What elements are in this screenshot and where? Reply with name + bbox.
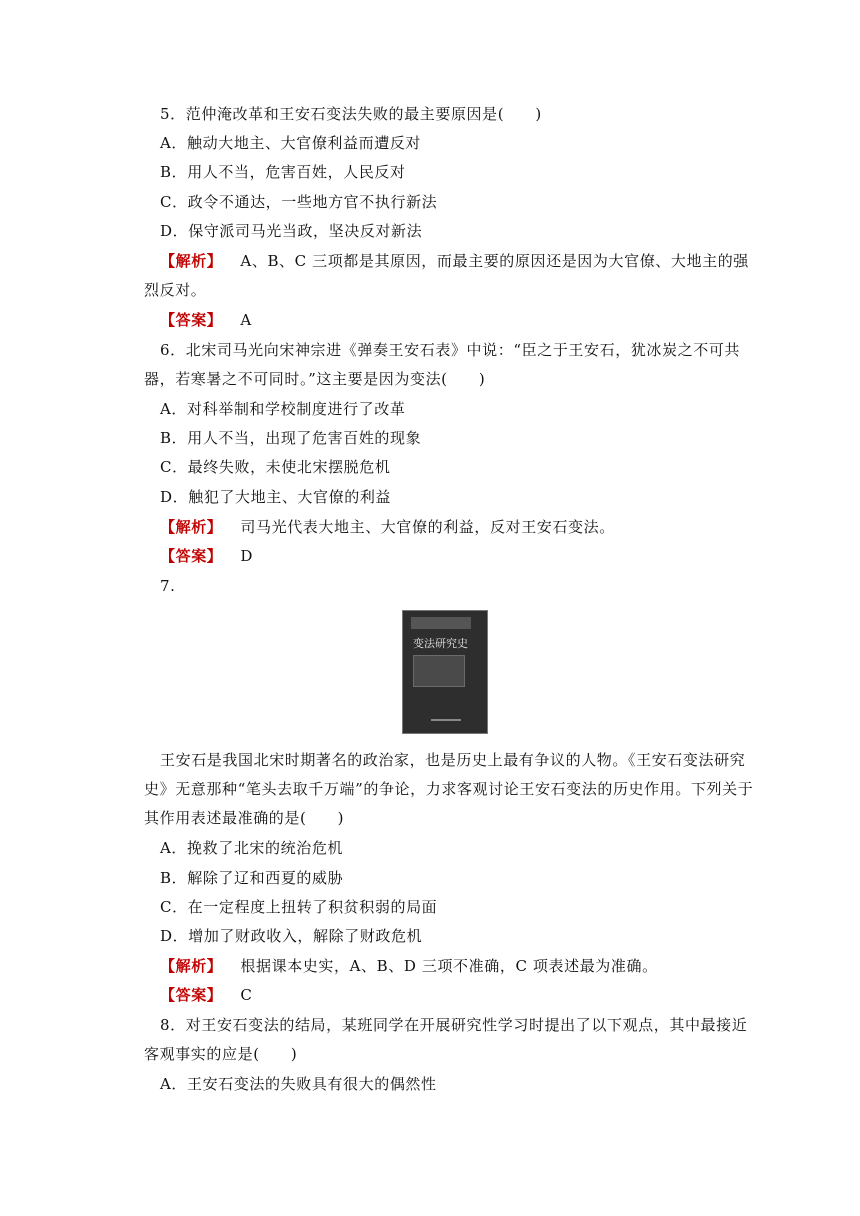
q7-stem-cont-2: 其作用表述最准确的是( ): [144, 809, 345, 827]
q5-analysis-cont: 烈反对。: [144, 281, 207, 299]
q8-stem: 8．对王安石变法的结局，某班同学在开展研究性学习时提出了以下观点，其中最接近: [160, 1016, 748, 1034]
book-title: 变法研究史: [413, 637, 468, 650]
analysis-tag: 【解析】: [160, 252, 223, 270]
q5-option-a: A．触动大地主、大官僚利益而遭反对: [160, 134, 422, 152]
book-band: [411, 617, 471, 629]
book-illustration: [413, 655, 465, 687]
q5-stem: 5．范仲淹改革和王安石变法失败的最主要原因是( ): [160, 105, 542, 123]
q7-number: 7.: [160, 577, 176, 595]
q6-answer-value: D: [240, 547, 254, 565]
q5-option-c: C．政令不通达，一些地方官不执行新法: [160, 193, 438, 211]
q5-answer: [160, 310, 252, 330]
q6-option-b: B．用人不当，出现了危害百姓的现象: [160, 429, 422, 447]
answer-tag: 【答案】: [160, 311, 223, 329]
q6-option-a: A．对科举制和学校制度进行了改革: [160, 400, 406, 418]
q5-option-b: B．用人不当，危害百姓，人民反对: [160, 163, 406, 181]
q6-analysis: [160, 517, 615, 537]
q5-option-d: D．保守派司马光当政，坚决反对新法: [160, 222, 423, 240]
book-publisher-mark: [431, 719, 461, 721]
q7-option-c: C．在一定程度上扭转了积贫积弱的局面: [160, 898, 438, 916]
q5-answer-value: A: [240, 311, 252, 329]
q5-analysis-text: A、B、C 三项都是其原因，而最主要的原因还是因为大官僚、大地主的强: [240, 252, 749, 270]
q7-stem-cont-1: 史》无意那种“笔头去取千万端”的争论，力求客观讨论王安石变法的历史作用。下列关于: [144, 780, 754, 798]
q7-option-b: B．解除了辽和西夏的威胁: [160, 869, 344, 887]
q7-analysis-text: 根据课本史实，A、B、D 三项不准确，C 项表述最为准确。: [240, 957, 658, 975]
q7-analysis: [160, 956, 658, 976]
q6-analysis-text: 司马光代表大地主、大官僚的利益，反对王安石变法。: [240, 518, 615, 536]
q8-stem-cont: 客观事实的应是( ): [144, 1045, 298, 1063]
q7-option-a: A．挽救了北宋的统治危机: [160, 839, 344, 857]
answer-tag: 【答案】: [160, 986, 223, 1004]
q7-answer: [160, 985, 252, 1005]
answer-tag: 【答案】: [160, 547, 223, 565]
q6-option-c: C．最终失败，未使北宋摆脱危机: [160, 458, 391, 476]
q7-answer-value: C: [240, 986, 253, 1004]
book-cover-image: [402, 610, 488, 734]
q8-option-a: A．王安石变法的失败具有很大的偶然性: [160, 1075, 437, 1093]
q7-stem: 王安石是我国北宋时期著名的政治家，也是历史上最有争议的人物。《王安石变法研究: [160, 751, 746, 769]
q7-option-d: D．增加了财政收入，解除了财政危机: [160, 927, 423, 945]
q6-stem-cont: 器，若寒暑之不可同时。”这主要是因为变法( ): [144, 370, 486, 388]
q6-answer: [160, 546, 253, 566]
q6-option-d: D．触犯了大地主、大官僚的利益: [160, 488, 392, 506]
analysis-tag: 【解析】: [160, 518, 223, 536]
analysis-tag: 【解析】: [160, 957, 223, 975]
q5-analysis: [160, 251, 749, 271]
q6-stem: 6．北宋司马光向宋神宗进《弹奏王安石表》中说：“臣之于王安石，犹冰炭之不可共: [160, 341, 741, 359]
